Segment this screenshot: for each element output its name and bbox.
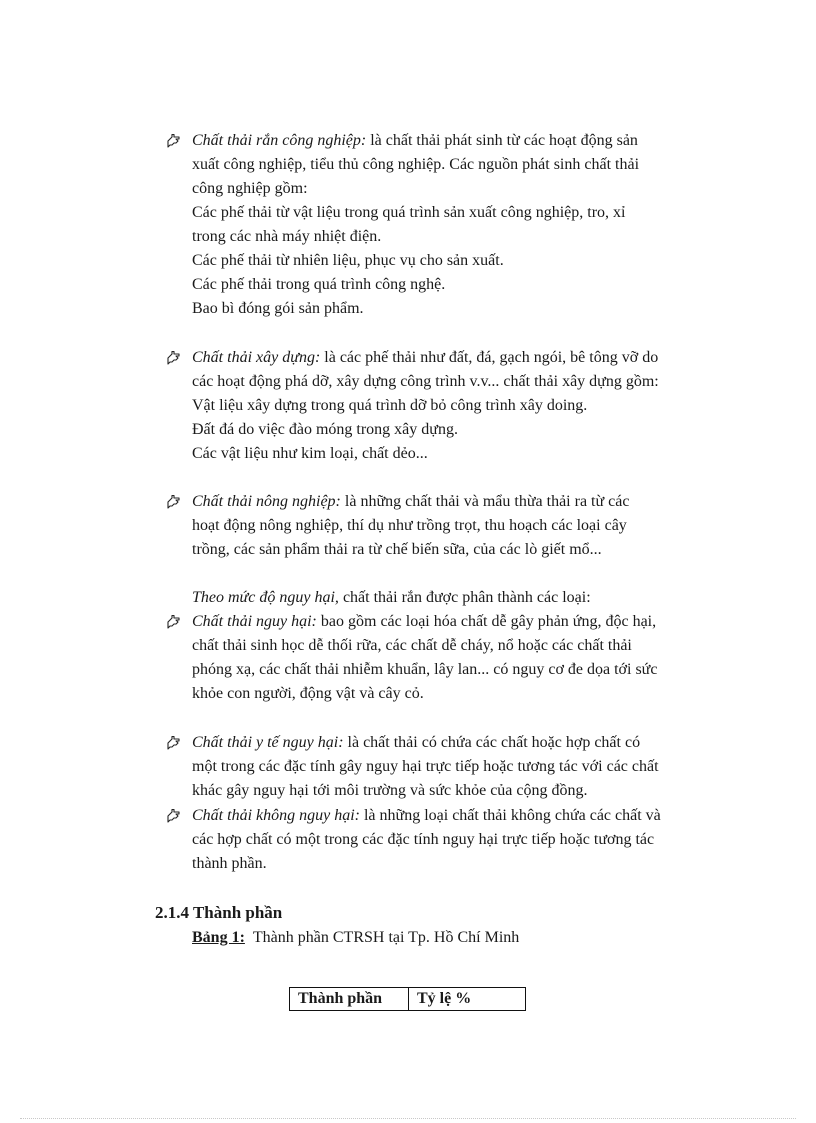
bullet-text: là chất thải phát sinh từ các hoạt động sản	[366, 132, 638, 149]
pointing-hand-icon	[166, 350, 182, 366]
composition-table	[289, 987, 526, 1011]
bullet-agricultural-waste	[166, 490, 726, 562]
text-line: Các phế thải từ vật liệu trong quá trình sản xuất công nghiệp, tro, xỉ	[192, 204, 626, 221]
hazard-intro-text: chất thải rắn được phân thành các loại:	[338, 589, 591, 606]
text-line: Đất đá do việc đào móng trong xây dựng.	[192, 421, 458, 438]
text-line: chất thải sinh học dễ thối rữa, các chất dễ cháy, nổ hoặc các chất thải	[192, 637, 632, 654]
bullet-text: là những chất thải và mẩu thừa thải ra từ các	[340, 493, 630, 510]
text-line: các hợp chất có một trong các đặc tính nguy hại trực tiếp hoặc tương tác	[192, 831, 655, 848]
page-edge-divider	[20, 1118, 796, 1119]
pointing-hand-icon	[166, 735, 182, 751]
table-caption-label: Bảng 1:	[192, 929, 245, 946]
text-line: Các phế thải trong quá trình công nghệ.	[192, 276, 446, 293]
text-line: khỏe con người, động vật và cây cỏ.	[192, 685, 424, 702]
bullet-text: là chất thải có chứa các chất hoặc hợp chất có	[343, 734, 641, 751]
pointing-hand-icon	[166, 614, 182, 630]
bullet-construction-waste	[166, 346, 726, 466]
bullet-text: là những loại chất thải không chứa các chất và	[359, 807, 661, 824]
text-line: công nghiệp gồm:	[192, 180, 308, 197]
bullet-text: bao gồm các loại hóa chất dễ gây phản ứng, độc hại,	[316, 613, 657, 630]
text-line: phóng xạ, các chất thải nhiễm khuẩn, lây lan... có nguy cơ đe dọa tới sức	[192, 661, 658, 678]
bullet-lead: Chất thải xây dựng:	[192, 349, 321, 366]
text-line: một trong các đặc tính gây nguy hại trực tiếp hoặc tương tác với các chất	[192, 758, 659, 775]
text-line: xuất công nghiệp, tiểu thủ công nghiệp. Các nguồn phát sinh chất thải	[192, 156, 640, 173]
text-line: Bao bì đóng gói sản phẩm.	[192, 300, 364, 317]
section-heading: 2.1.4 Thành phần	[155, 903, 283, 922]
text-line: Vật liệu xây dựng trong quá trình dỡ bỏ công trình xây doing.	[192, 397, 588, 414]
bullet-lead: Chất thải nguy hại:	[192, 613, 317, 630]
pointing-hand-icon	[166, 133, 182, 149]
text-line: thành phần.	[192, 855, 267, 872]
text-line: khác gây nguy hại tới môi trường và sức khỏe của cộng đồng.	[192, 782, 588, 799]
hazard-intro	[192, 586, 591, 610]
hazard-intro-lead: Theo mức độ nguy hại,	[192, 589, 339, 606]
text-line: trồng, các sản phẩm thải ra từ chế biến sữa, của các lò giết mổ...	[192, 541, 602, 558]
bullet-lead: Chất thải y tế nguy hại:	[192, 734, 344, 751]
text-line: trong các nhà máy nhiệt điện.	[192, 228, 382, 245]
bullet-medical-hazardous-waste	[166, 731, 726, 803]
table-caption-text: Thành phần CTRSH tại Tp. Hồ Chí Minh	[252, 929, 520, 946]
pointing-hand-icon	[166, 494, 182, 510]
bullet-text: là các phế thải như đất, đá, gạch ngói, bê tông vỡ do	[320, 349, 659, 366]
text-line: hoạt động nông nghiệp, thí dụ như trồng trọt, thu hoạch các loại cây	[192, 517, 627, 534]
table-caption	[192, 926, 519, 950]
bullet-industrial-waste	[166, 129, 726, 321]
bullet-hazardous-waste	[166, 610, 726, 706]
table-header-cell: Thành phần	[290, 988, 409, 1011]
table-header-cell: Tỷ lệ %	[409, 988, 526, 1011]
text-line: Các phế thải từ nhiên liệu, phục vụ cho sản xuất.	[192, 252, 504, 269]
bullet-lead: Chất thải rắn công nghiệp:	[192, 132, 367, 149]
table-header-row	[290, 988, 526, 1011]
pointing-hand-icon	[166, 808, 182, 824]
text-line: các hoạt động phá dỡ, xây dựng công trình v.v... chất thải xây dựng gồm:	[192, 373, 659, 390]
text-line: Các vật liệu như kim loại, chất dẻo...	[192, 445, 428, 462]
bullet-lead: Chất thải nông nghiệp:	[192, 493, 341, 510]
bullet-nonhazardous-waste	[166, 804, 726, 876]
bullet-lead: Chất thải không nguy hại:	[192, 807, 360, 824]
